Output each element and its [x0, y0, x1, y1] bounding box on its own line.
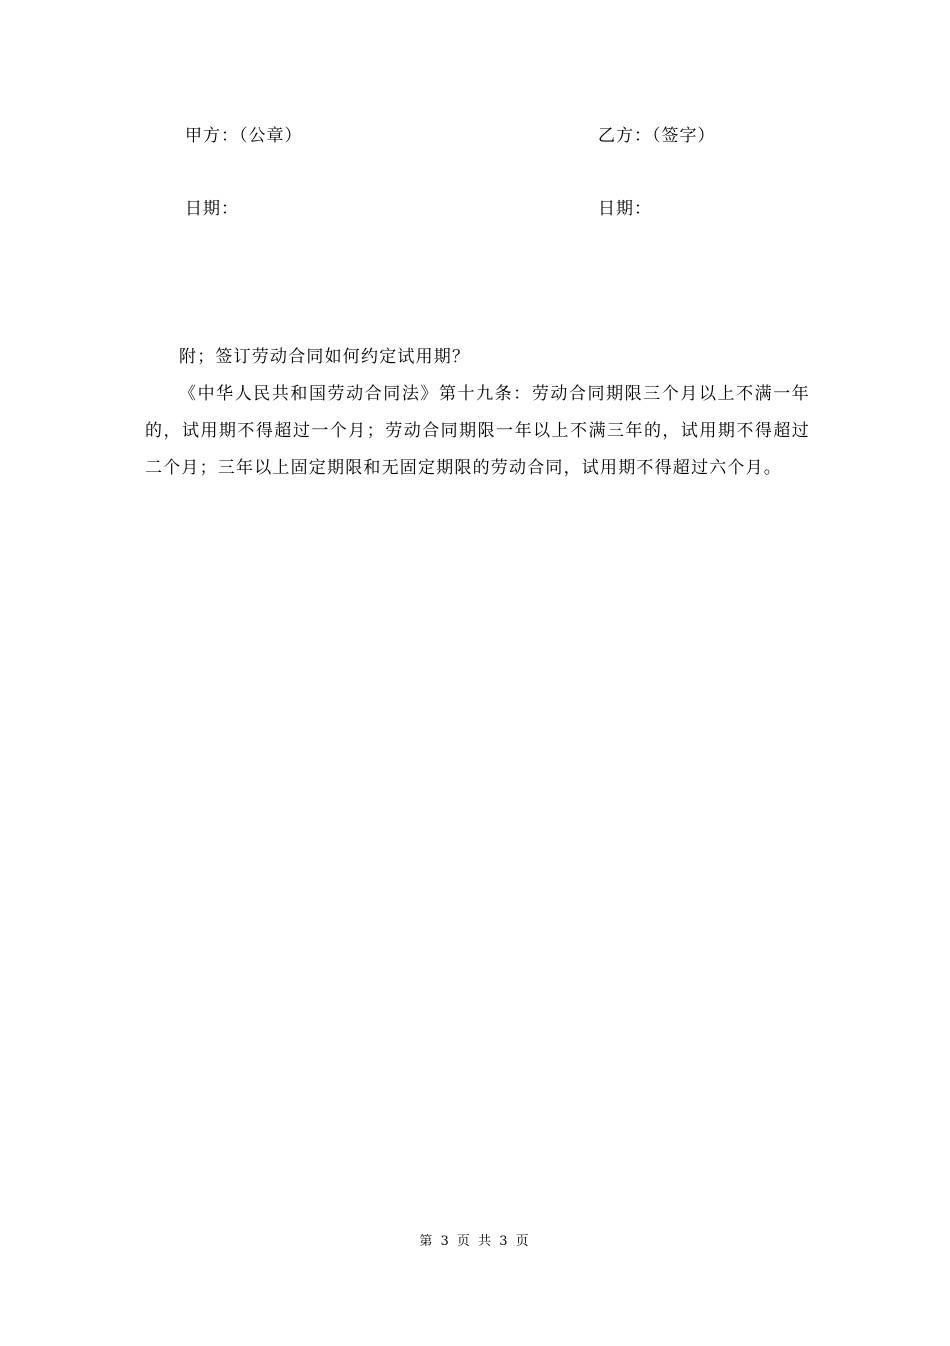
party-b-signature-label: 乙方：（签字）	[598, 126, 716, 146]
page-footer: 第 3 页 共 3 页	[419, 1234, 531, 1249]
party-a-date-label: 日期：	[185, 199, 239, 219]
party-b-date-label: 日期：	[598, 199, 652, 219]
appendix-heading: 附；签订劳动合同如何约定试用期？	[179, 347, 471, 367]
party-a-seal-label: 甲方：（公章）	[185, 126, 303, 146]
appendix-body: 《中华人民共和国劳动合同法》第十九条：劳动合同期限三个月以上不满一年的，试用期不得超过一个月；劳动合同期限一年以上不满三年的，试用期不得超过二个月；三年以上固定期限和无固定期限的劳动合同，试用期不得超过六个月。	[145, 384, 810, 478]
appendix-section	[145, 339, 810, 487]
